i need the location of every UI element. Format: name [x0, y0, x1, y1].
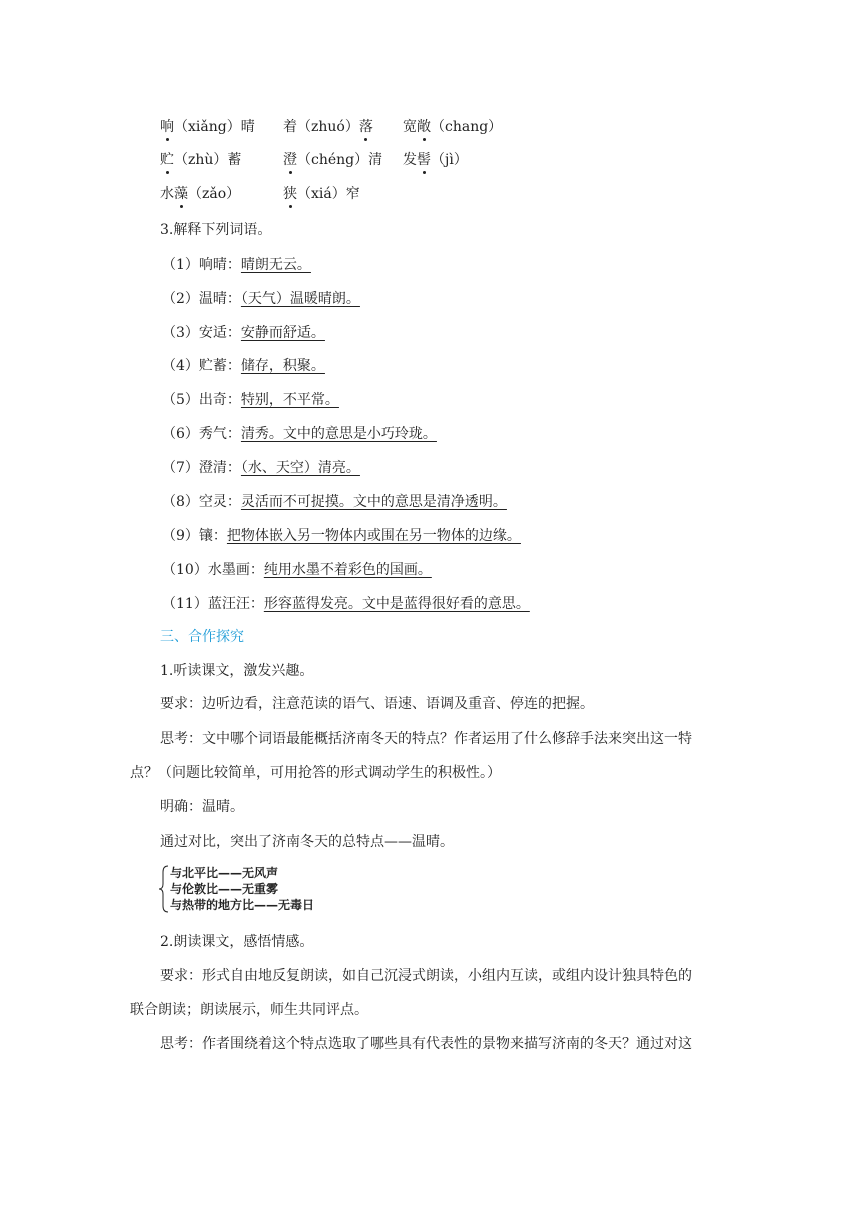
item-1-answer: 明确：温晴。 [160, 799, 244, 815]
definition-item: （2）温晴：（天气）温暖晴朗。 [162, 291, 360, 307]
definition-item: （11）蓝汪汪：形容蓝得发亮。文中是蓝得很好看的意思。 [162, 596, 530, 612]
section-heading: 三、合作探究 [160, 629, 244, 645]
item-1-question-cont: 点？（问题比较简单，可用抢答的形式调动学生的积极性。） [130, 765, 501, 781]
definition-item: （9）镶：把物体嵌入另一物体内或围在另一物体的边缘。 [162, 528, 521, 544]
pinyin-item: 狭（xiá）窄 [283, 186, 360, 202]
contrast-item: 与伦敦比——无重雾 [170, 882, 279, 896]
pinyin-item: 响（xiǎng）晴 [160, 119, 255, 135]
item-1-contrast: 通过对比，突出了济南冬天的总特点——温晴。 [160, 834, 454, 850]
definition-item: （7）澄清：（水、天空）清亮。 [162, 460, 360, 476]
question-3-title: 3.解释下列词语。 [160, 222, 272, 238]
pinyin-item: 澄（chéng）清 [283, 152, 383, 168]
contrast-brace-list [158, 864, 358, 914]
item-2-requirement-cont: 联合朗读；朗读展示，师生共同评点。 [130, 1002, 368, 1018]
item-2-requirement: 要求：形式自由地反复朗读，如自己沉浸式朗读，小组内互读，或组内设计独具特色的 [160, 968, 692, 984]
pinyin-item: 发髻（jì） [403, 152, 468, 168]
item-1-title: 1.听读课文，激发兴趣。 [160, 663, 314, 679]
definition-item: （1）响晴：晴朗无云。 [162, 257, 311, 273]
definition-item: （8）空灵：灵活而不可捉摸。文中的意思是清净透明。 [162, 494, 507, 510]
item-1-requirement: 要求：边听边看，注意范读的语气、语速、语调及重音、停连的把握。 [160, 696, 594, 712]
contrast-item: 与北平比——无风声 [170, 866, 279, 880]
definition-item: （5）出奇：特别，不平常。 [162, 392, 339, 408]
pinyin-item: 水藻（zǎo） [160, 186, 241, 202]
contrast-item: 与热带的地方比——无毒日 [170, 898, 315, 912]
item-1-question: 思考：文中哪个词语最能概括济南冬天的特点？作者运用了什么修辞手法来突出这一特 [160, 731, 692, 747]
item-2-title: 2.朗读课文，感悟情感。 [160, 934, 314, 950]
definition-item: （4）贮蓄：储存，积聚。 [162, 358, 325, 374]
pinyin-item: 宽敞（chang） [403, 119, 503, 135]
definition-item: （10）水墨画：纯用水墨不着彩色的国画。 [162, 562, 432, 578]
definition-item: （6）秀气：清秀。文中的意思是小巧玲珑。 [162, 426, 437, 442]
item-2-question: 思考：作者围绕着这个特点选取了哪些具有代表性的景物来描写济南的冬天？通过对这 [160, 1036, 692, 1052]
pinyin-item: 贮（zhù）蓄 [160, 152, 242, 168]
definition-item: （3）安适：安静而舒适。 [162, 325, 325, 341]
pinyin-item: 着（zhuó）落 [283, 119, 373, 135]
brace-icon [158, 864, 170, 914]
